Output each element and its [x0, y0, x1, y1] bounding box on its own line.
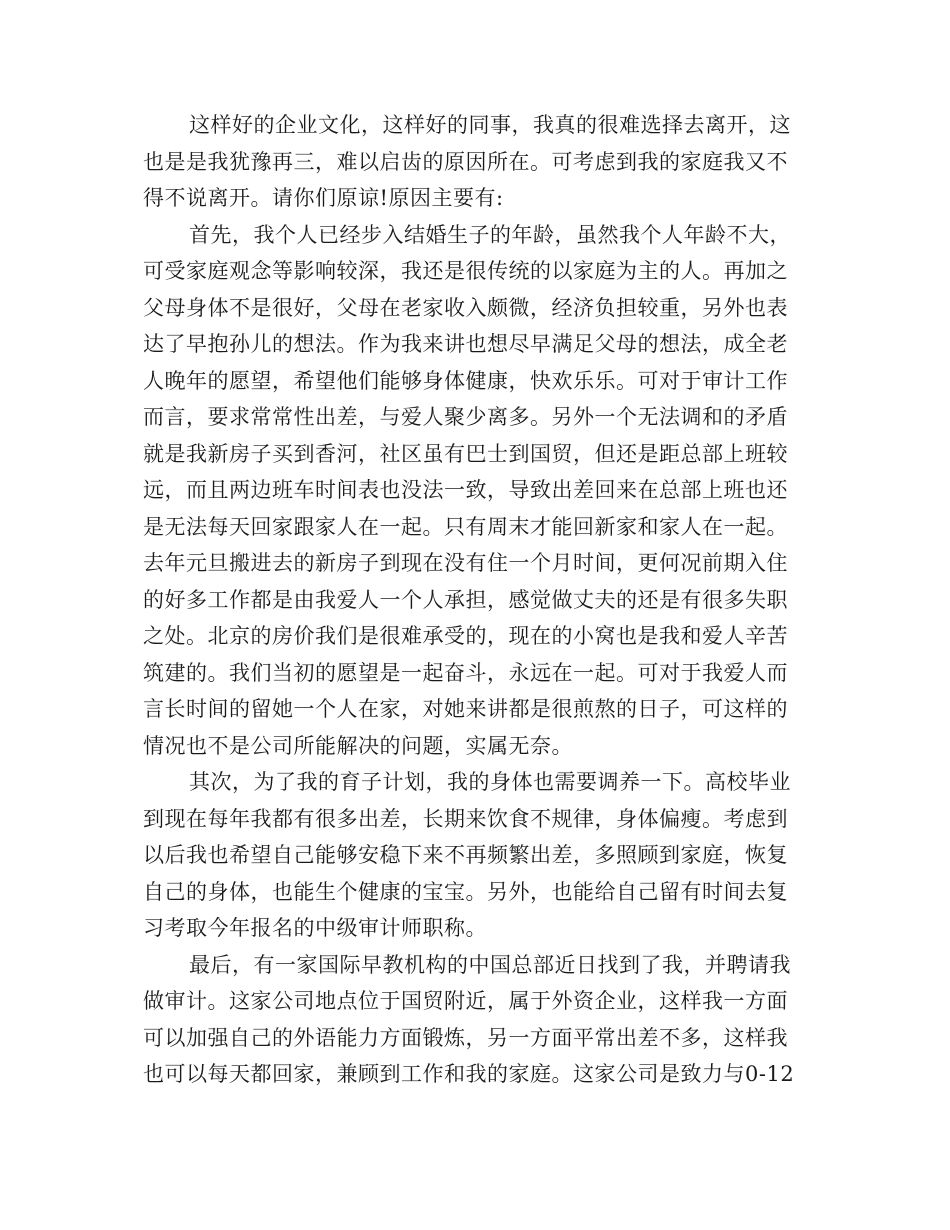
- text-line: 得不说离开。请你们原谅!原因主要有:: [143, 186, 504, 210]
- text-line: 达了早抱孙儿的想法。作为我来讲也想尽早满足父母的想法，成全老: [143, 332, 788, 356]
- text-line: 而言，要求常常性出差，与爱人聚少离多。另外一个无法调和的矛盾: [143, 405, 788, 429]
- text-line: 可受家庭观念等影响较深，我还是很传统的以家庭为主的人。再加之: [143, 259, 788, 283]
- text-line: 也是是我犹豫再三，难以启齿的原因所在。可考虑到我的家庭我又不: [143, 149, 788, 174]
- text-line: 可以加强自己的外语能力方面锻炼，另一方面平常出差不多，这样我: [143, 1025, 788, 1050]
- text-line: 是无法每天回家跟家人在一起。只有周末才能回新家和家人在一起。: [143, 514, 788, 539]
- text-line: 做审计。这家公司地点位于国贸附近，属于外资企业，这样我一方面: [143, 989, 788, 1013]
- text-line: 到现在每年我都有很多出差，长期来饮食不规律，身体偏瘦。考虑到: [143, 806, 788, 831]
- text-line: 习考取今年报名的中级审计师职称。: [143, 916, 487, 940]
- text-line: 筑建的。我们当初的愿望是一起奋斗，永远在一起。可对于我爱人而: [143, 660, 788, 685]
- text-line: 以后我也希望自己能够安稳下来不再频繁出差，多照顾到家庭，恢复: [143, 843, 788, 867]
- text-line: 父母身体不是很好，父母在老家收入颇微，经济负担较重，另外也表: [143, 295, 788, 320]
- text-line: 人晚年的愿望，希望他们能够身体健康，快欢乐乐。可对于审计工作: [143, 368, 788, 393]
- text-line: 也可以每天都回家，兼顾到工作和我的家庭。这家公司是致力与0-12: [143, 1062, 795, 1086]
- text-line: 的好多工作都是由我爱人一个人承担，感觉做丈夫的还是有很多失职: [143, 587, 788, 612]
- paragraph-first-line: 这样好的企业文化，这样好的同事，我真的很难选择去离开，这: [189, 113, 791, 137]
- paragraph-first-line: 最后，有一家国际早教机构的中国总部近日找到了我，并聘请我: [189, 952, 791, 977]
- text-line: 去年元旦搬进去的新房子到现在没有住一个月时间，更何况前期入住: [143, 551, 788, 575]
- text-line: 就是我新房子买到香河，社区虽有巴士到国贸，但还是距总部上班较: [143, 441, 788, 466]
- text-line: 言长时间的留她一个人在家，对她来讲都是很煎熬的日子，可这样的: [143, 697, 788, 721]
- text-line: 之处。北京的房价我们是很难承受的，现在的小窝也是我和爱人辛苦: [143, 624, 788, 648]
- paragraph-first-line: 其次，为了我的育子计划，我的身体也需要调养一下。高校毕业: [189, 770, 791, 794]
- text-line: 远，而且两边班车时间表也没法一致，导致出差回来在总部上班也还: [143, 478, 788, 502]
- text-line: 自己的身体，也能生个健康的宝宝。另外，也能给自己留有时间去复: [143, 879, 788, 904]
- text-line: 情况也不是公司所能解决的问题，实属无奈。: [143, 733, 573, 758]
- paragraph-first-line: 首先，我个人已经步入结婚生子的年龄，虽然我个人年龄不大，: [189, 222, 791, 247]
- letter-body: [143, 107, 803, 1093]
